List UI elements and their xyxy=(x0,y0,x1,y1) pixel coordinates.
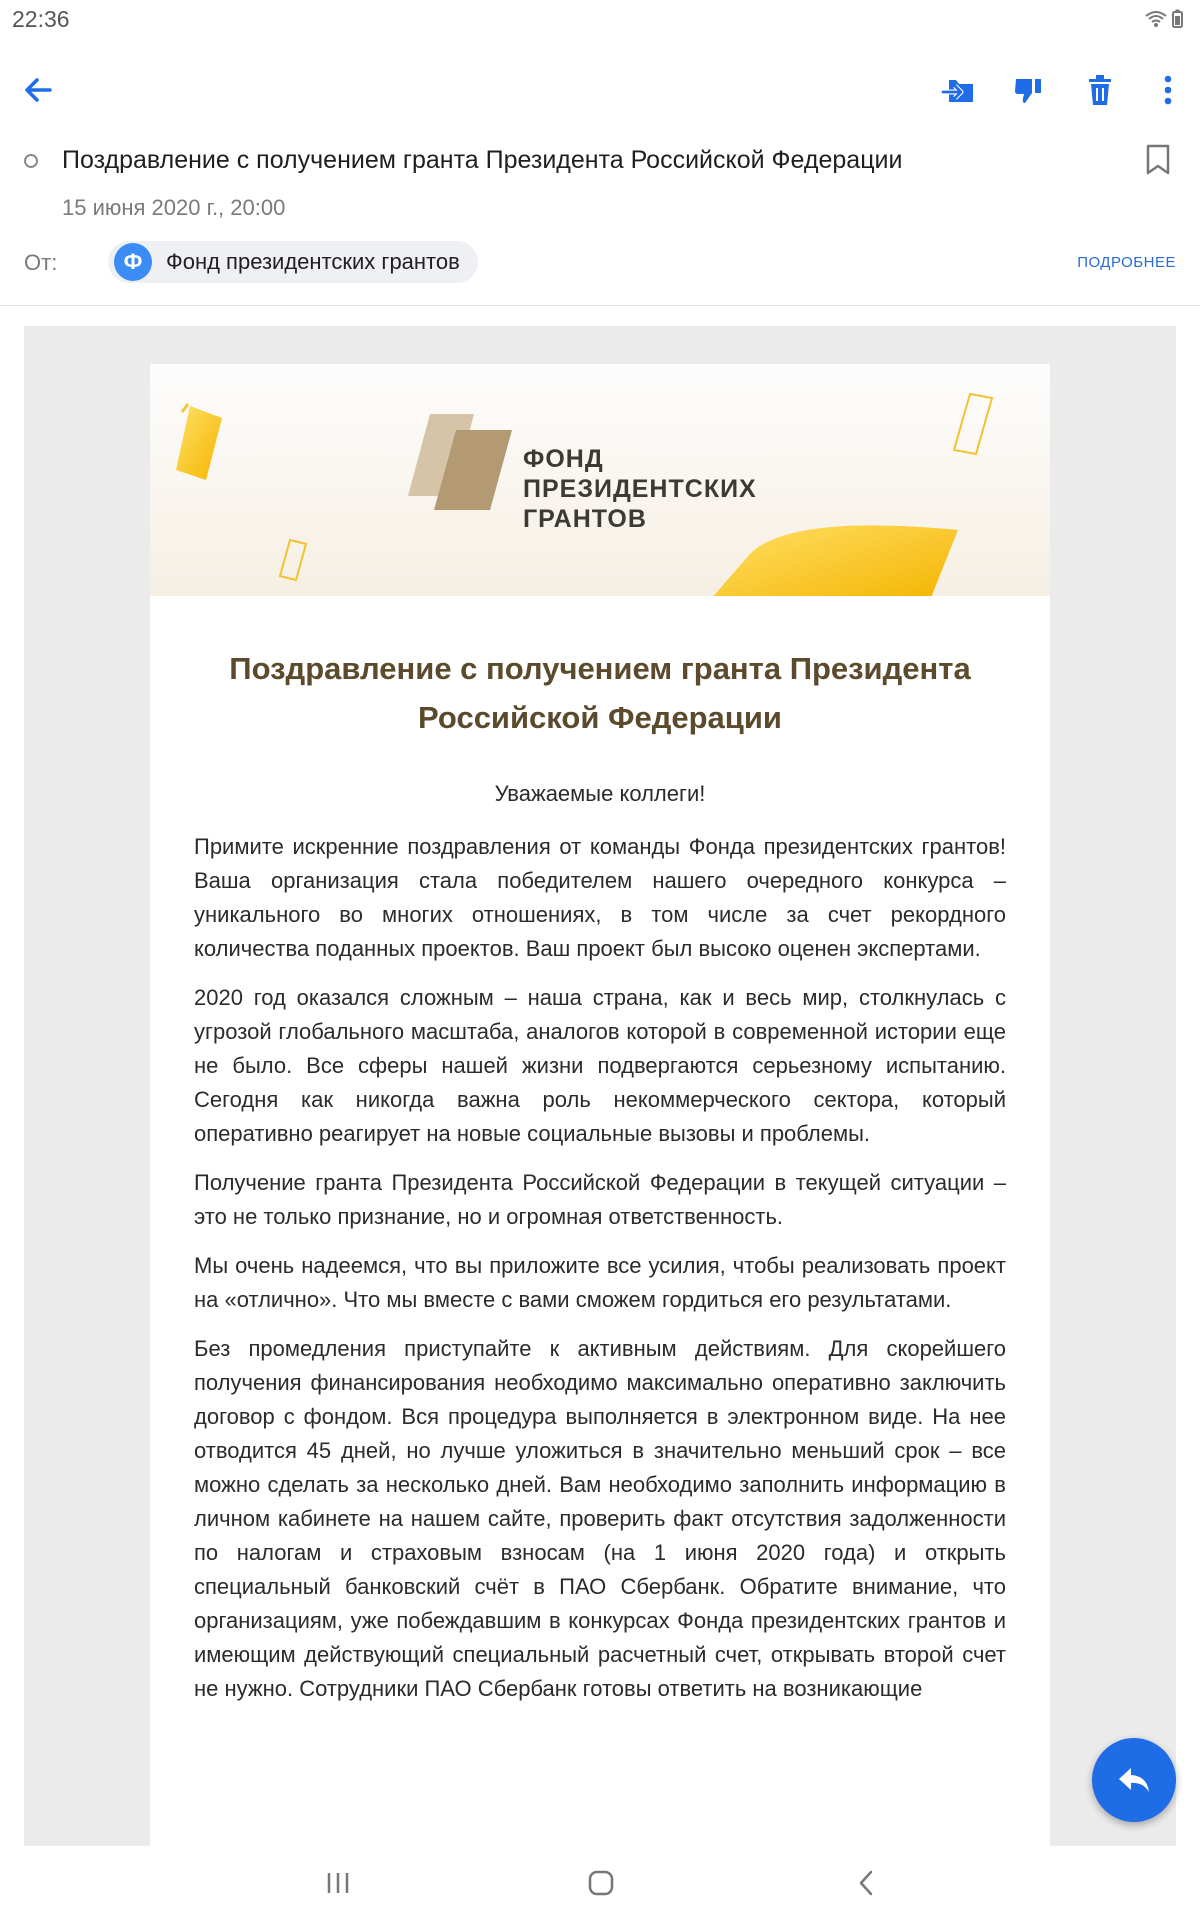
status-icons xyxy=(1144,8,1188,35)
system-back-button[interactable] xyxy=(836,1858,896,1908)
email-paragraph: 2020 год оказался сложным – наша страна, как и весь мир, столкнулась с угрозой глобального масштаба, аналогов которой в современной истории еще не было. Все сферы нашей жизни подвергаются серьезному испытанию. Сегодня как никогда важна роль некоммерческого сектора, который оперативно реагирует на новые социальные вызовы и проблемы. xyxy=(194,985,1006,1146)
header-divider xyxy=(0,305,1200,306)
bookmark-icon xyxy=(1145,144,1171,176)
wifi-icon xyxy=(1146,12,1166,27)
delete-button[interactable] xyxy=(1072,62,1128,118)
subject-row xyxy=(0,138,1200,188)
reply-icon xyxy=(1117,1766,1151,1794)
battery-icon xyxy=(1173,10,1182,28)
more-options-button[interactable] xyxy=(1144,62,1192,118)
system-nav-bar xyxy=(0,1846,1200,1920)
bookmark-button[interactable] xyxy=(1130,132,1186,188)
more-vertical-icon xyxy=(1163,74,1173,106)
back-icon xyxy=(856,1869,876,1897)
email-body xyxy=(194,830,1006,1721)
fund-logo-text: ФОНД ПРЕЗИДЕНТСКИХ ГРАНТОВ xyxy=(523,445,757,533)
fund-logo-icon xyxy=(408,410,518,510)
status-bar xyxy=(0,0,1200,40)
trash-icon xyxy=(1086,74,1114,106)
from-label: От: xyxy=(24,250,58,275)
sender-avatar: Ф xyxy=(114,243,152,281)
email-paragraph: Мы очень надеемся, что вы приложите все усилия, чтобы реализовать проект на «отлично». Что мы вместе с вами сможем гордиться его результатами. xyxy=(194,1253,1006,1312)
back-button[interactable] xyxy=(10,62,66,118)
message-date: 15 июня 2020 г., 20:00 xyxy=(62,195,286,220)
message-subject: Поздравление с получением гранта Президента Российской Федерации xyxy=(62,146,903,174)
email-banner xyxy=(150,364,1050,596)
recent-apps-button[interactable] xyxy=(308,1858,368,1908)
reply-button[interactable] xyxy=(1092,1738,1176,1822)
email-paragraph: Получение гранта Президента Российской Федерации в текущей ситуации – это не только признание, но и огромная ответственность. xyxy=(194,1170,1006,1229)
sender-chip[interactable] xyxy=(108,241,478,283)
details-link[interactable]: ПОДРОБНЕЕ xyxy=(1077,254,1176,271)
spam-thumb-down-icon xyxy=(1013,75,1043,105)
unread-toggle[interactable] xyxy=(24,154,38,168)
home-button[interactable] xyxy=(571,1858,631,1908)
spam-button[interactable] xyxy=(1000,62,1056,118)
back-arrow-icon xyxy=(22,74,54,106)
home-icon xyxy=(587,1869,615,1897)
email-content-frame xyxy=(24,326,1176,1846)
sender-name: Фонд президентских грантов xyxy=(166,249,460,274)
email-paragraph: Примите искренние поздравления от команды Фонда президентских грантов! Ваша организация стала победителем нашего очередного конкурса – уникального во многих отношениях, в том числе за счет рекордного количества поданных проектов. Ваш проект был высоко оценен экспертами. xyxy=(194,834,1006,961)
toolbar xyxy=(0,50,1200,130)
move-to-folder-button[interactable] xyxy=(930,62,986,118)
email-greeting: Уважаемые коллеги! xyxy=(494,781,706,806)
from-row xyxy=(0,238,1200,286)
email-card xyxy=(150,364,1050,1846)
move-to-folder-icon xyxy=(941,75,975,105)
email-paragraph: Без промедления приступайте к активным действиям. Для скорейшего получения финансирования необходимо максимально оперативно заключить договор с фондом. Вся процедура выполняется в электронном виде. На нее отводится 45 дней, но лучше уложиться в значительно меньший срок – все можно сделать за несколько дней. Вам необходимо заполнить информацию в личном кабинете на нашем сайте, проверить факт отсутствия задолженности по налогам и страховым взносам (на 1 июня 2020 года) и открыть специальный банковский счёт в ПАО Сбербанк. Обратите внимание, что организациям, уже побеждавшим в конкурсах Фонда президентских грантов и имеющим действующий специальный расчетный счет, открывать второй счет не нужно. Сотрудники ПАО Сбербанк готовы ответить на возникающие xyxy=(194,1336,1006,1701)
recent-apps-icon xyxy=(325,1871,351,1895)
email-title: Поздравление с получением гранта Президента Российской Федерации xyxy=(229,651,971,735)
status-time: 22:36 xyxy=(12,6,70,32)
